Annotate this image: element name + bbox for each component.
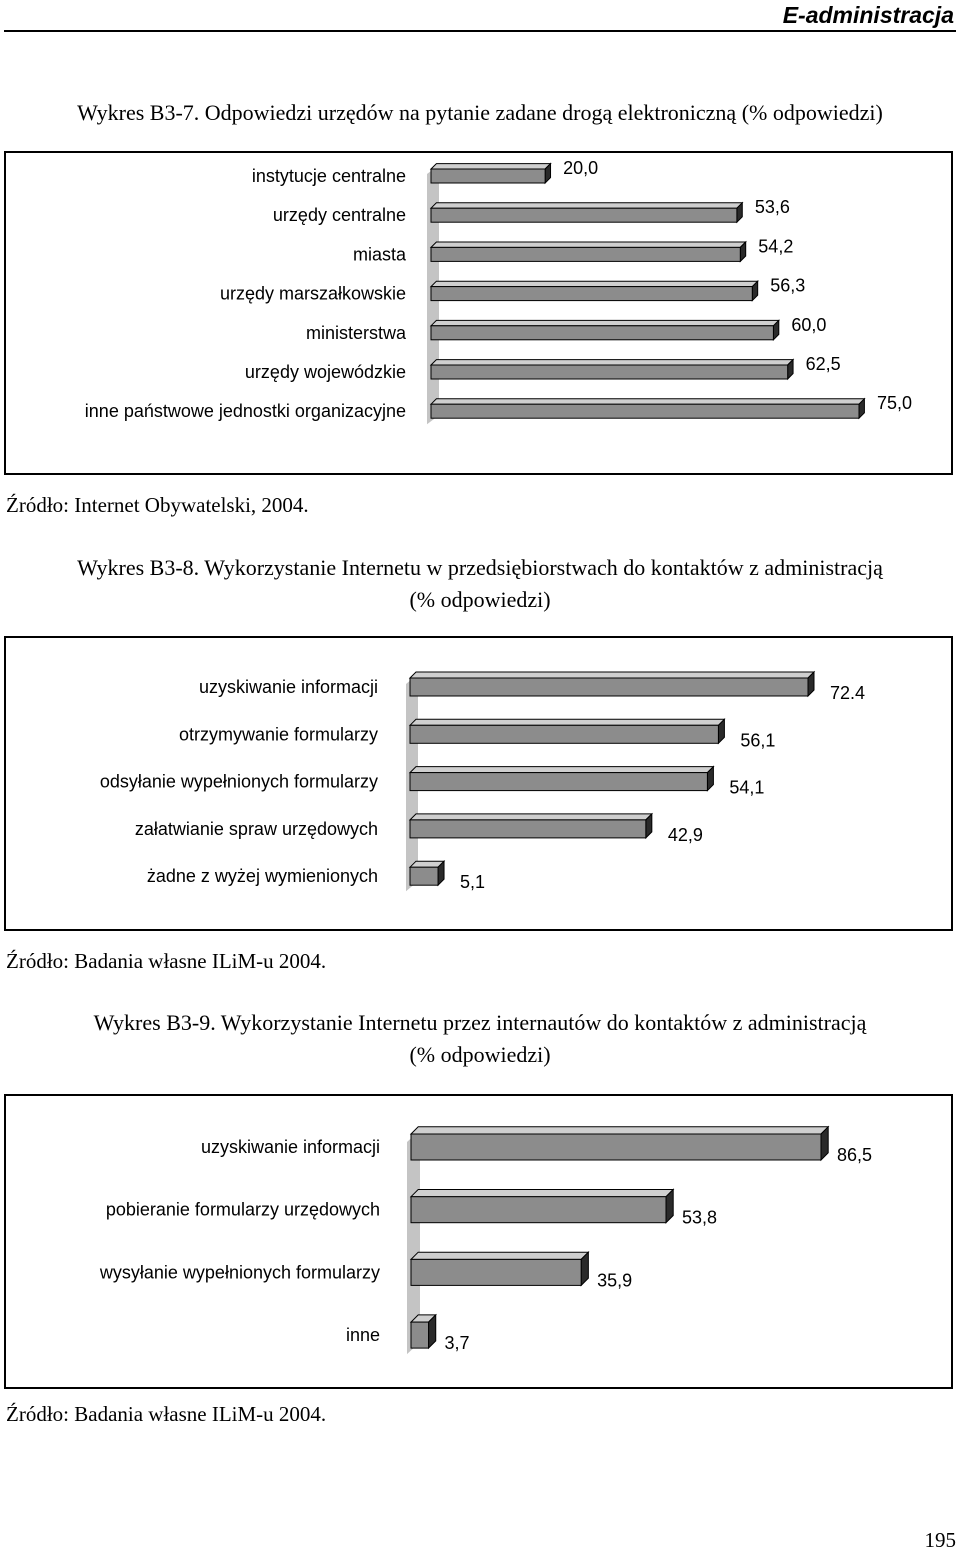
bar	[410, 773, 707, 791]
bar-top	[411, 1252, 588, 1259]
bar	[410, 678, 808, 696]
data-label: 60,0	[791, 314, 827, 335]
category-label: urzędy wojewódzkie	[244, 362, 406, 382]
bar-top	[431, 242, 746, 247]
data-label: 75,0	[877, 393, 913, 414]
category-label: miasta	[352, 244, 406, 265]
bar-top	[410, 672, 814, 678]
bar-group	[431, 242, 746, 261]
bar-top	[410, 814, 652, 820]
bar-top	[431, 360, 793, 365]
data-label: 53,8	[682, 1207, 718, 1228]
bar	[431, 287, 752, 301]
bar	[410, 820, 646, 838]
bar	[411, 1259, 581, 1285]
bar-top	[410, 767, 713, 773]
category-label: urzędy marszałkowskie	[219, 283, 406, 304]
data-label: 53,6	[754, 197, 790, 218]
header-rule	[4, 30, 956, 32]
data-label: 5,1	[460, 872, 486, 893]
bar	[431, 169, 545, 183]
bar-top	[431, 203, 742, 208]
chart-caption-line: Wykres B3-9. Wykorzystanie Internetu przez internautów do kontaktów z administracją	[93, 1010, 867, 1035]
bar-group	[431, 164, 551, 183]
bar-group	[411, 1190, 673, 1223]
bar-group	[410, 861, 444, 885]
chart-panel-b3-8	[4, 636, 953, 931]
chart-caption-b3-9	[0, 1007, 960, 1071]
category-label: uzyskiwanie informacji	[198, 677, 378, 697]
data-label: 54,1	[729, 777, 765, 798]
bar	[411, 1134, 821, 1160]
category-label: otrzymywanie formularzy	[178, 724, 378, 745]
bar	[411, 1197, 666, 1223]
bar	[431, 365, 788, 379]
bar	[431, 247, 740, 261]
data-label: 56,3	[770, 275, 806, 296]
chart-panel-b3-9	[4, 1094, 953, 1389]
chart-caption-line: (% odpowiedzi)	[409, 1042, 551, 1067]
bar-chart-b3-9	[6, 1096, 951, 1387]
page-header	[0, 0, 960, 34]
chart-caption-line: Wykres B3-8. Wykorzystanie Internetu w przedsiębiorstwach do kontaktów z administracją	[77, 555, 883, 580]
data-label: 56,1	[740, 730, 776, 751]
chart-source-b3-7: Źródło: Internet Obywatelski, 2004.	[6, 493, 309, 517]
bar-top	[411, 1127, 828, 1134]
bar	[410, 867, 438, 885]
category-label: inne państwowe jednostki organizacyjne	[84, 401, 406, 422]
bar-group	[410, 767, 713, 791]
bar-group	[431, 203, 742, 222]
data-label: 20,0	[563, 158, 599, 178]
bar-group	[411, 1127, 828, 1160]
chart-panel-b3-7	[4, 151, 953, 475]
category-label: załatwianie spraw urzędowych	[134, 818, 378, 839]
chart-caption-b3-7	[0, 97, 960, 129]
bar-top	[431, 164, 551, 169]
bar-top	[410, 719, 724, 725]
category-label: pobieranie formularzy urzędowych	[105, 1199, 380, 1220]
bar-top	[431, 281, 758, 286]
chart-source-b3-9: Źródło: Badania własne ILiM-u 2004.	[6, 1402, 327, 1426]
page-number: 195	[924, 1528, 956, 1552]
bar-group	[411, 1315, 436, 1348]
chart-caption-line: (% odpowiedzi)	[409, 587, 551, 612]
category-label: inne	[345, 1325, 380, 1346]
data-label: 54,2	[758, 236, 794, 257]
category-label: wysyłanie wypełnionych formularzy	[99, 1262, 380, 1283]
bar	[431, 326, 773, 340]
bar	[410, 725, 718, 743]
bar-group	[410, 672, 814, 696]
category-label: żadne z wyżej wymienionych	[146, 866, 378, 887]
data-label: 62,5	[805, 354, 841, 374]
bar-top	[431, 320, 779, 325]
data-label: 42,9	[667, 824, 703, 845]
bar-chart-b3-8	[6, 638, 951, 929]
bar	[431, 404, 859, 418]
bar-chart-b3-7	[6, 153, 951, 473]
chart-source-b3-8: Źródło: Badania własne ILiM-u 2004.	[6, 949, 327, 973]
category-label: ministerstwa	[305, 322, 406, 343]
data-label: 86,5	[837, 1145, 873, 1165]
bar-group	[410, 719, 724, 743]
category-label: instytucje centralne	[251, 166, 406, 186]
bar-group	[431, 320, 779, 339]
bar	[431, 208, 737, 222]
bar	[411, 1322, 429, 1348]
bar-top	[431, 399, 864, 404]
bar-group	[431, 399, 864, 418]
bar-group	[431, 281, 758, 300]
header-title: E-administracja	[782, 2, 954, 28]
category-label: odsyłanie wypełnionych formularzy	[99, 771, 378, 792]
bar-top	[411, 1190, 673, 1197]
data-label: 72.4	[830, 683, 866, 703]
data-label: 35,9	[597, 1270, 633, 1291]
chart-caption-line: Wykres B3-7. Odpowiedzi urzędów na pytanie zadane drogą elektroniczną (% odpowiedzi)	[77, 100, 883, 125]
bar-group	[411, 1252, 588, 1285]
category-label: urzędy centralne	[272, 205, 406, 226]
chart-caption-b3-8	[0, 552, 960, 616]
bar-group	[410, 814, 652, 838]
bar-group	[431, 360, 793, 379]
category-label: uzyskiwanie informacji	[200, 1137, 380, 1157]
data-label: 3,7	[444, 1333, 470, 1354]
